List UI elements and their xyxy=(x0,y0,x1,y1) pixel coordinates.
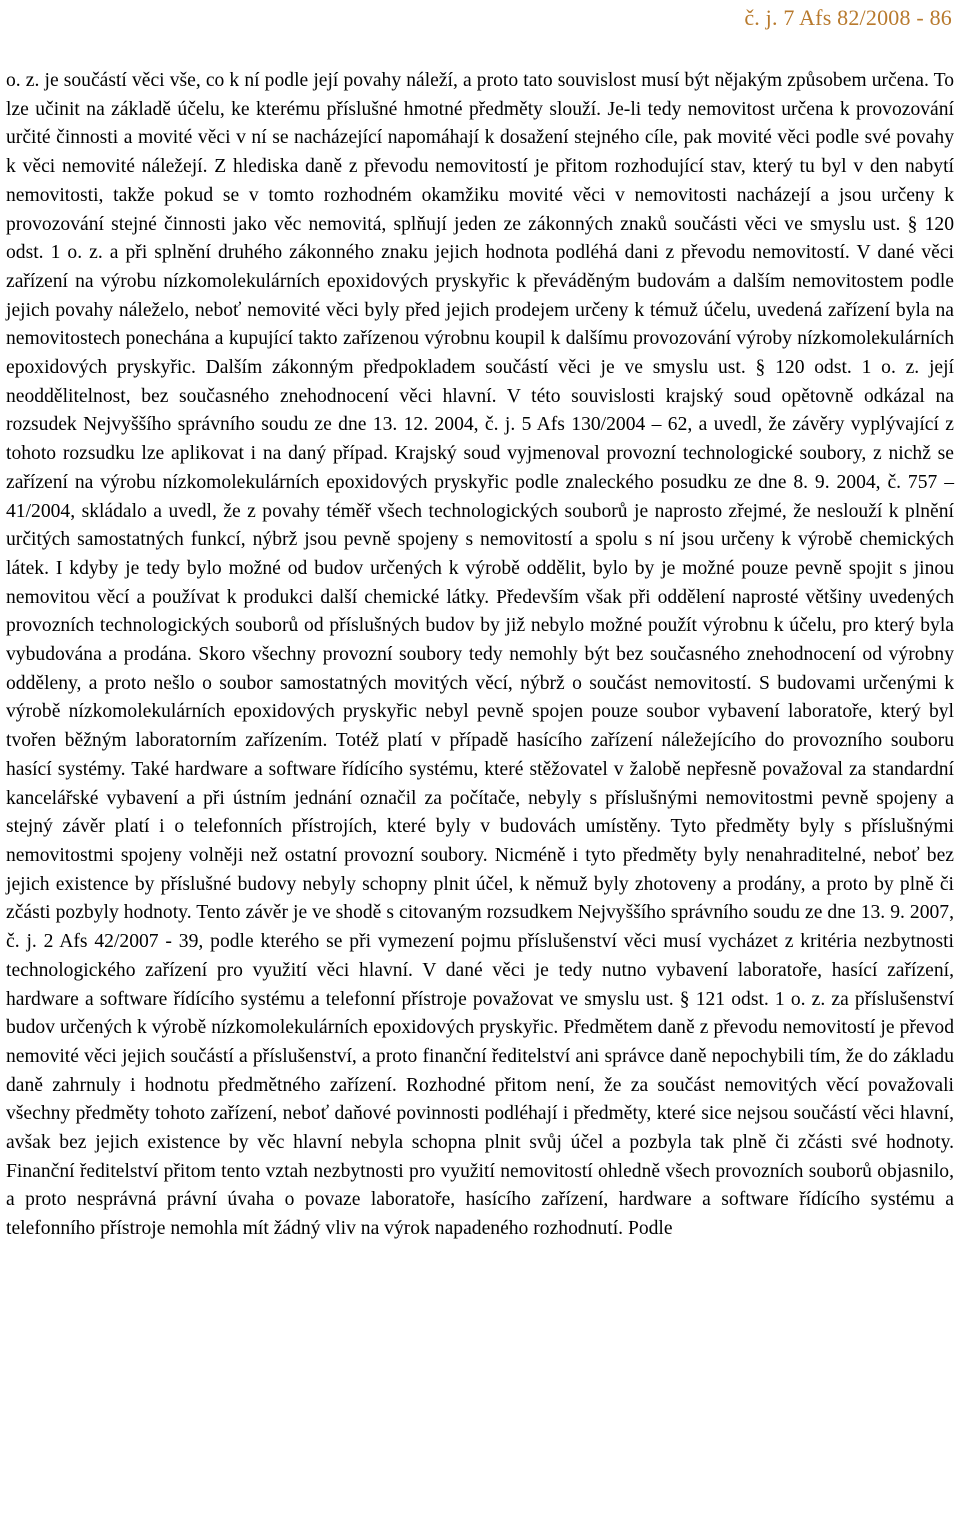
case-number-header: č. j. 7 Afs 82/2008 - 86 xyxy=(744,5,952,30)
section-symbol: § xyxy=(907,213,918,235)
text-segment: o. z. je součástí věci vše, co k ní podle její povahy náleží, a proto tato souvislost musí být nějakým způsobem určena. To lze učinit na základě účelu, ke kterému příslušné hmotné předměty slouží. Je-li tedy nemovitost určena k provozování určité činnosti a movité věci v ní se nacházející napomáhají k dosažení stejného cíle, pak movité věci podle své povahy k věci nemovité náležejí. Z hlediska daně z převodu nemovitostí je přitom rozhodující stav, který tu byl v den nabytí nemovitosti, takže pokud se v tomto rozhodném okamžiku movité věci v nemovitosti nacházejí a jsou určeny k provozování stejné činnosti jako věc nemovitá, splňují jeden ze zákonných znaků součásti věci ve smyslu ust. xyxy=(6,70,954,235)
section-symbol: § xyxy=(679,988,690,1010)
body-paragraph xyxy=(6,67,954,1244)
section-symbol: § xyxy=(755,357,766,379)
text-segment: 121 odst. 1 o. z. za příslušenství budov určených k výrobě nízkomolekulárních epoxidových pryskyřic. Předmětem daně z převodu nemovitostí je převod nemovité věci jejich součástí a příslušenství, a proto finanční ředitelství ani správce daně nepochybili tím, že do základu daně zahrnuly i hodnotu předmětného zařízení. Rozhodné přitom není, že za součást nemovitých věcí považovali všechny předměty tohoto zařízení, neboť daňové povinnosti podléhají i předměty, které sice nejsou součástí věci hlavní, avšak bez jejich existence by věc hlavní nebyla schopna plnit svůj účel a pozbyla tak plně či zčásti své hodnoty. Finanční ředitelství přitom tento vztah nezbytnosti pro využití nemovitostí ohledně všech provozních souborů objasnilo, a proto nesprávná právní úvaha o povaze laboratoře, hasícího zařízení, hardware a software řídícího systému a telefonního přístroje nemohla mít žádný vliv na výrok napadeného rozhodnutí. Podle xyxy=(6,988,954,1240)
text-segment: 120 odst. 1 o. z. a při splnění druhého zákonného znaku jejich hodnota podléhá dani z převodu nemovitostí. V dané věci zařízení na výrobu nízkomolekulárních epoxidových pryskyřic k převáděným budovám a dalším nemovitostem podle jejich povahy náleželo, neboť nemovité věci byly před jejich prodejem určeny k témuž účelu, uvedená zařízení byla na nemovitostech ponechána a kupující takto zařízenou výrobnu koupil k dalšímu provozování výroby nízkomolekulárních epoxidových pryskyřic. Dalším zákonným předpokladem součástí věci je ve smyslu ust. xyxy=(6,213,954,379)
text-segment: 120 odst. 1 o. z. její neoddělitelnost, bez současného znehodnocení věci hlavní. V této souvislosti krajský soud opětovně odkázal na rozsudek Nejvyššího správního soudu ze dne 13. 12. 2004, č. j. 5 Afs 130/2004 – 62, a uvedl, že závěry vyplývající z tohoto rozsudku lze aplikovat i na daný případ. Krajský soud vyjmenoval provozní technologické soubory, z nichž se zařízení na výrobu nízkomolekulárních epoxidových pryskyřic podle znaleckého posudku ze dne 8. 9. 2004, č. 757 – 41/2004, skládalo a uvedl, že z povahy téměř všech technologických souborů je naprosto zřejmé, že neslouží k plnění určitých samostatných funkcí, nýbrž jsou pevně spojeny s nemovitostí a spolu s ní jsou určeny k výrobě chemických látek. I kdyby je tedy bylo možné od budov určených k výrobě oddělit, bylo by je možné pouze pevně spojit s jinou nemovitou věcí a používat k produkci další chemické látky. Především však při oddělení naprosté většiny uvedených provozních technologických souborů od příslušných budov by již nebylo možné použít výrobnu k účelu, pro který byla vybudována a prodána. Skoro všechny provozní soubory tedy nemohly být bez současného znehodnocení od výrobny odděleny, a proto nešlo o soubor samostatných movitých věcí, nýbrž o součást nemovitostí. S budovami určenými k výrobě nízkomolekulárních epoxidových pryskyřic nebyl pevně spojen pouze soubor vybavení laboratoře, který byl tvořen běžným laboratorním zařízením. Totéž platí v případě hasícího zařízení náležejícího do provozního souboru hasící systémy. Také hardware a software řídícího systému, které stěžovatel v žalobě nepřesně považoval za standardní kancelářské vybavení a při ústním jednání označil za počítače, nebyly s příslušnými nemovitostmi pevně spojeny a stejný závěr platí i o telefonních přístrojích, které byly v budovách umístěny. Tyto předměty byly s příslušnými nemovitostmi spojeny volněji než ostatní provozní soubory. Nicméně i tyto předměty byly nenahraditelné, neboť bez jejich existence by příslušné budovy nebyly schopny plnit účel, k němuž byly zhotoveny a prodány, a proto by plně či zčásti pozbyly hodnoty. Tento závěr je ve shodě s citovaným rozsudkem Nejvyššího správního soudu ze dne 13. 9. 2007, č. j. 2 Afs 42/2007 - 39, podle kterého se při vymezení pojmu příslušenství věci musí vycházet z kritéria nezbytnosti technologického zařízení pro využití věci hlavní. V dané věci je tedy nutno vybavení laboratoře, hasící zařízení, hardware a software řídícího systému a telefonní přístroje považovat ve smyslu ust. xyxy=(6,357,954,1010)
